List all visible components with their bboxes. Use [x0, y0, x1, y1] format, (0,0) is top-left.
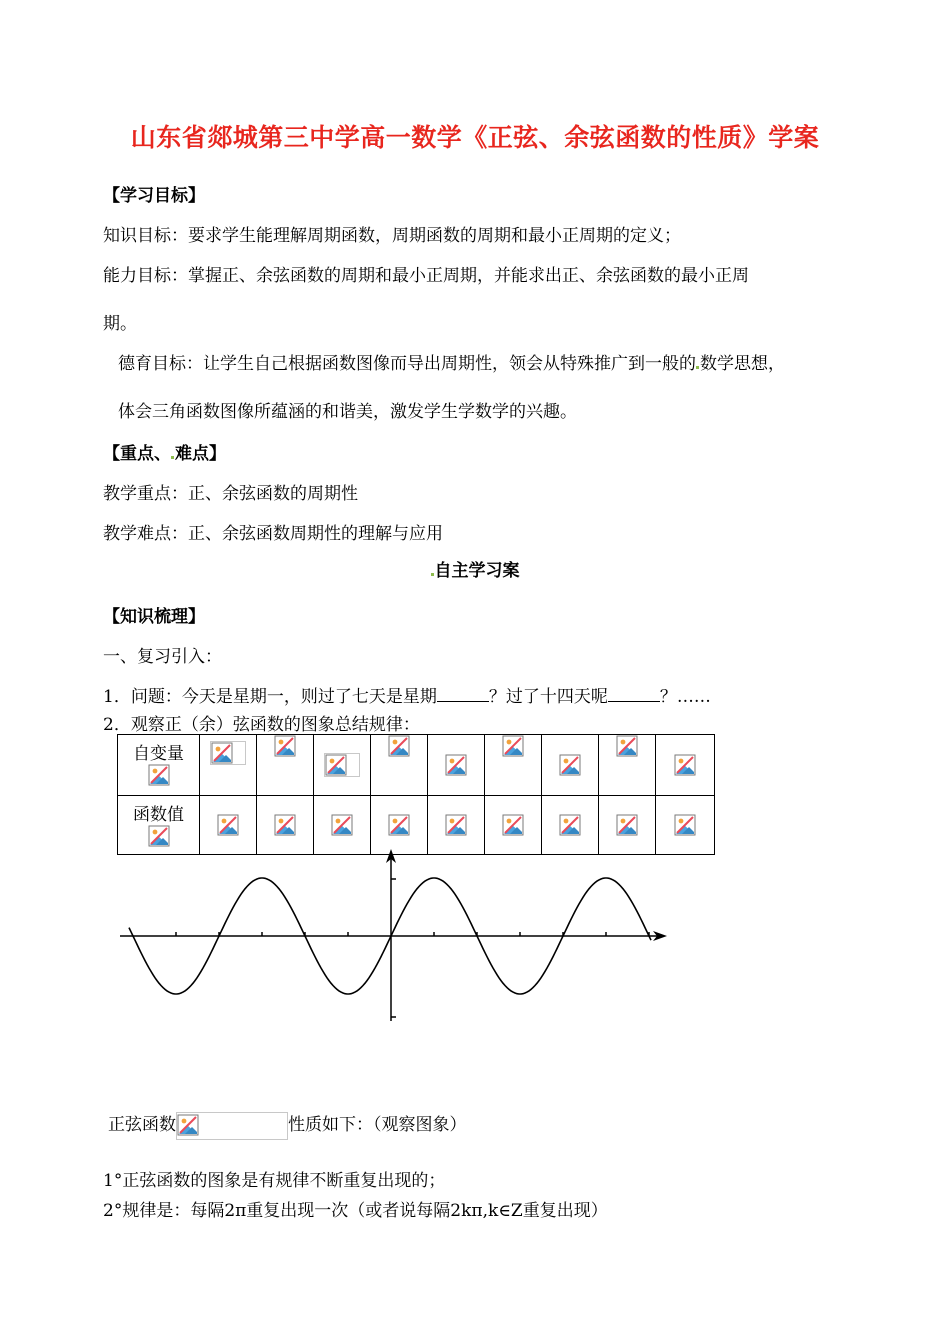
answer-blank-1[interactable]: [437, 687, 489, 702]
self-study-text: 自主学习案: [434, 561, 520, 581]
sine-prefix: 正弦函数: [108, 1115, 176, 1135]
question-2: 2．观察正（余）弦函数的图象总结规律：: [103, 715, 420, 735]
table-cell: [485, 735, 542, 796]
key-heading-a: 【重点、: [103, 444, 171, 464]
key-heading-b: 难点】: [175, 444, 226, 464]
broken-image-icon: [148, 825, 170, 847]
sine-suffix: 性质如下：（观察图象）: [288, 1115, 467, 1135]
sine-properties-line: [108, 1110, 467, 1140]
broken-image-icon: [502, 735, 524, 757]
table-cell: [656, 735, 715, 796]
broken-image-icon: [217, 814, 239, 836]
question-1: [103, 682, 711, 707]
broken-image-icon: [388, 814, 410, 836]
table-row-label-x: [118, 735, 200, 796]
table-cell: [371, 735, 428, 796]
edit-mark: [431, 573, 434, 576]
broken-image-icon: [210, 741, 246, 765]
broken-image-icon: [616, 814, 638, 836]
y-label: 函数值: [133, 805, 184, 825]
table-cell: [599, 735, 656, 796]
q1-text-a: 1．问题：今天是星期一，则过了七天是星期: [103, 687, 437, 707]
table-cell: [200, 735, 257, 796]
table-cell: [428, 735, 485, 796]
table-cell: [542, 735, 599, 796]
self-study-heading: [0, 556, 950, 581]
sine-graph: [115, 845, 675, 1025]
q1-text-c: ？……: [659, 687, 711, 707]
broken-image-icon: [674, 814, 696, 836]
broken-image-icon: [445, 814, 467, 836]
goals-heading: 【学习目标】: [103, 186, 205, 206]
edit-mark: [171, 456, 174, 459]
broken-image-icon: [324, 753, 360, 777]
moral-goal-text: 德育目标：让学生自己根据函数图像而导出周期性，领会从特殊推广到一般的: [118, 354, 696, 374]
knowledge-goal: 知识目标：要求学生能理解周期函数，周期函数的周期和最小正周期的定义；: [103, 226, 681, 246]
difficulty: 教学难点：正、余弦函数周期性的理解与应用: [103, 524, 443, 544]
broken-image-icon: [674, 754, 696, 776]
property-1: 1°正弦函数的图象是有规律不断重复出现的；: [103, 1171, 446, 1191]
key-point: 教学重点：正、余弦函数的周期性: [103, 484, 358, 504]
answer-blank-2[interactable]: [608, 687, 660, 702]
broken-image-icon: [274, 814, 296, 836]
broken-image-icon: [274, 735, 296, 757]
property-2: 2°规律是：每隔2π重复出现一次（或者说每隔2kπ,k∈Z重复出现）: [103, 1201, 608, 1221]
broken-image-icon: [177, 1114, 199, 1136]
ability-goal-line1: 能力目标：掌握正、余弦函数的周期和最小正周期，并能求出正、余弦函数的最小正周: [103, 266, 749, 286]
moral-goal-text-end: 数学思想，: [700, 354, 785, 374]
broken-image-icon: [559, 754, 581, 776]
x-label: 自变量: [133, 744, 184, 764]
values-table: [117, 734, 715, 855]
table-cell: [257, 735, 314, 796]
review-heading: 一、复习引入：: [103, 647, 222, 667]
knowledge-heading: 【知识梳理】: [103, 607, 205, 627]
broken-image-icon: [388, 735, 410, 757]
edit-mark: [696, 366, 699, 369]
broken-image-icon: [331, 814, 353, 836]
moral-goal-line1: [118, 349, 785, 374]
formula-image: [176, 1112, 288, 1140]
broken-image-icon: [502, 814, 524, 836]
q1-text-b: ？过了十四天呢: [488, 687, 608, 707]
table-row-x: [118, 735, 715, 796]
broken-image-icon: [559, 814, 581, 836]
moral-goal-line2: 体会三角函数图像所蕴涵的和谐美，激发学生学数学的兴趣。: [118, 402, 577, 422]
page-title: 山东省郯城第三中学高一数学《正弦、余弦函数的性质》学案: [130, 123, 820, 152]
table-cell: [314, 735, 371, 796]
ability-goal-line2: 期。: [103, 314, 137, 334]
broken-image-icon: [616, 735, 638, 757]
key-heading: [103, 439, 226, 464]
broken-image-icon: [445, 754, 467, 776]
broken-image-icon: [148, 764, 170, 786]
